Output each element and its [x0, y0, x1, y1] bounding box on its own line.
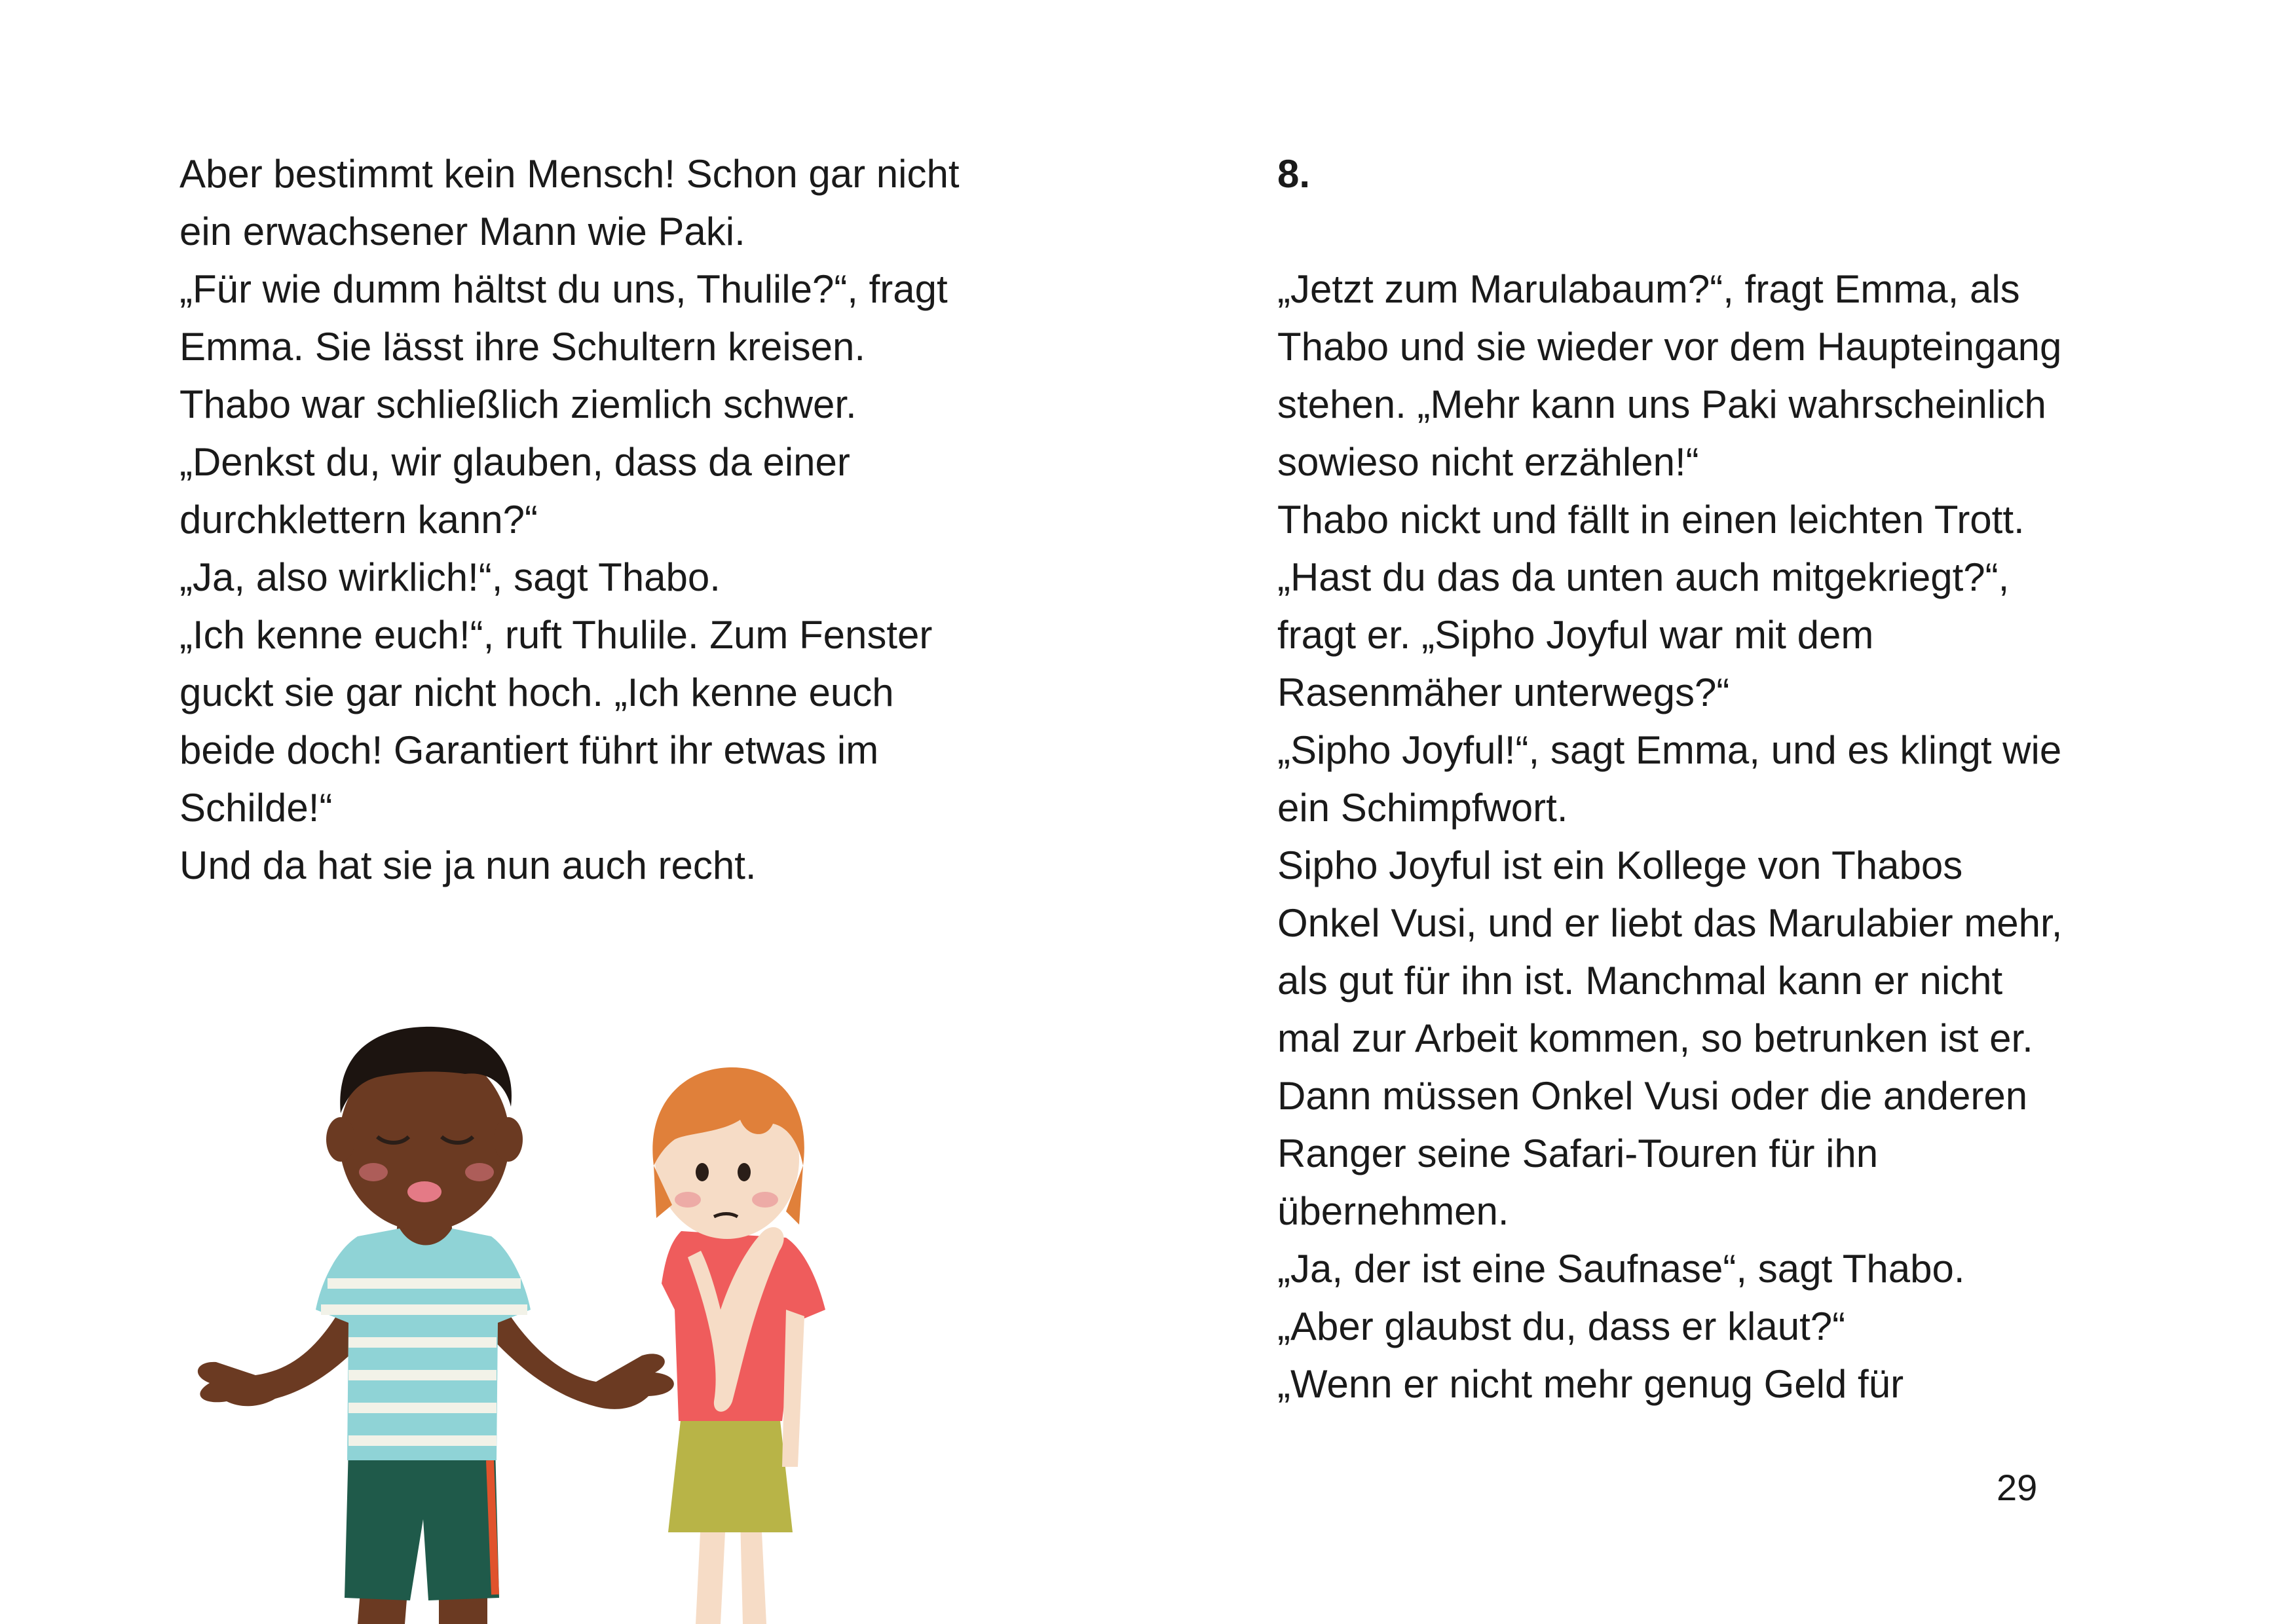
- boy-ear-left: [326, 1117, 355, 1162]
- boy-cheek-left: [359, 1163, 388, 1181]
- girl-legs: [696, 1519, 766, 1624]
- text-line: als gut für ihn ist. Manchmal kann er nicht: [1277, 959, 2003, 1003]
- text-line: Thabo und sie wieder vor dem Haupteingang: [1277, 325, 2062, 369]
- text-line: Und da hat sie ja nun auch recht.: [179, 843, 757, 887]
- illustration-boy-and-girl: [164, 943, 950, 1624]
- text-line: durchklettern kann?“: [179, 498, 538, 542]
- girl-figure: [652, 1067, 825, 1624]
- right-page: [1145, 0, 2290, 1624]
- page-number: 29: [1997, 1467, 2038, 1508]
- text-line: „Ich kenne euch!“, ruft Thulile. Zum Fenster: [179, 613, 933, 657]
- text-line: Ranger seine Safari-Touren für ihn: [1277, 1132, 1879, 1175]
- text-line: stehen. „Mehr kann uns Paki wahrscheinlich: [1277, 382, 2046, 426]
- text-line: Dann müssen Onkel Vusi oder die anderen: [1277, 1074, 2028, 1118]
- chapter-heading: 8.: [1277, 152, 1311, 196]
- text-line: sowieso nicht erzählen!“: [1277, 440, 1699, 484]
- text-line: beide doch! Garantiert führt ihr etwas im: [179, 728, 879, 772]
- text-line: Aber bestimmt kein Mensch! Schon gar nicht: [179, 152, 960, 196]
- right-page-lines: [1277, 261, 2149, 1413]
- boy-ear-right: [494, 1117, 523, 1162]
- text-line: Thabo nickt und fällt in einen leichten Trott.: [1277, 498, 2025, 542]
- text-line: übernehmen.: [1277, 1189, 1509, 1233]
- girl-cheek-right: [752, 1192, 778, 1208]
- left-page-text: [179, 145, 1031, 895]
- text-line: „Jetzt zum Marulabaum?“, fragt Emma, als: [1277, 267, 2020, 311]
- text-line: Onkel Vusi, und er liebt das Marulabier mehr,: [1277, 901, 2063, 945]
- text-line: guckt sie gar nicht hoch. „Ich kenne euch: [179, 671, 894, 714]
- text-line: Schilde!“: [179, 786, 333, 830]
- text-line: Rasenmäher unterwegs?“: [1277, 671, 1730, 714]
- girl-eye-right: [738, 1163, 751, 1181]
- text-line: Sipho Joyful ist ein Kollege von Thabos: [1277, 843, 1963, 887]
- text-line: ein erwachsener Mann wie Paki.: [179, 210, 745, 253]
- boy-mouth: [407, 1181, 441, 1202]
- text-line: fragt er. „Sipho Joyful war mit dem: [1277, 613, 1874, 657]
- text-line: „Sipho Joyful!“, sagt Emma, und es klingt wie: [1277, 728, 2062, 772]
- text-line: „Ja, der ist eine Saufnase“, sagt Thabo.: [1277, 1247, 1965, 1291]
- text-line: „Hast du das da unten auch mitgekriegt?“,: [1277, 555, 2010, 599]
- text-line: „Aber glaubst du, dass er klaut?“: [1277, 1304, 1846, 1348]
- text-line: mal zur Arbeit kommen, so betrunken ist er.: [1277, 1016, 2033, 1060]
- text-line: Emma. Sie lässt ihre Schultern kreisen.: [179, 325, 866, 369]
- girl-skirt: [668, 1414, 793, 1532]
- boy-shorts-stripe: [490, 1460, 495, 1595]
- text-line: „Für wie dumm hältst du uns, Thulile?“, fragt: [179, 267, 948, 311]
- text-line: ein Schimpfwort.: [1277, 786, 1568, 830]
- right-page-text: [1277, 145, 2149, 1413]
- boy-shorts: [345, 1447, 499, 1600]
- text-line: „Denkst du, wir glauben, dass da einer: [179, 440, 850, 484]
- text-line: „Wenn er nicht mehr genug Geld für: [1277, 1362, 1904, 1406]
- boy-figure: [198, 1027, 674, 1624]
- boy-cheek-right: [465, 1163, 494, 1181]
- text-line: Thabo war schließlich ziemlich schwer.: [179, 382, 857, 426]
- text-line: „Ja, also wirklich!“, sagt Thabo.: [179, 555, 721, 599]
- girl-cheek-left: [675, 1192, 701, 1208]
- girl-eye-left: [696, 1163, 709, 1181]
